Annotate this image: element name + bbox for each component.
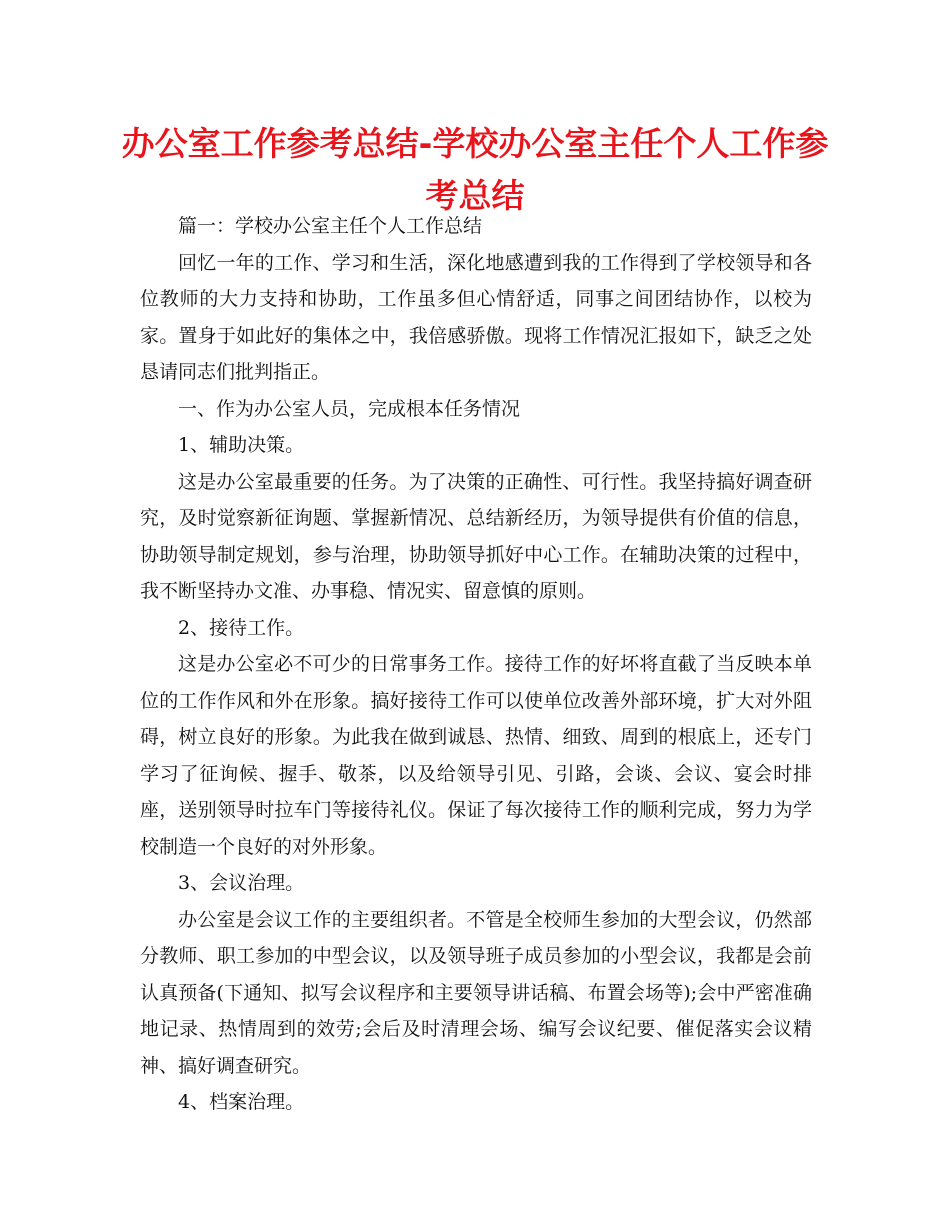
section-heading: 篇一：学校办公室主任个人工作总结	[178, 215, 483, 237]
subsection-heading: 2、接待工作。	[178, 616, 305, 639]
document-title: 办公室工作参考总结-学校办公室主任个人工作参考总结	[121, 124, 829, 215]
section-heading: 一、作为办公室人员，完成根本任务情况	[178, 397, 521, 420]
paragraph: 这是办公室最重要的任务。为了决策的正确性、可行性。我坚持搞好调查研究，及时觉察新征询题、掌握新情况、总结新经历，为领导提供有价值的信息，协助领导制定规划，参与治理，协助领导抓好中心工作。在辅助决策的过程中，我不断坚持办文准、办事稳、情况实、留意慎的原则。	[140, 470, 812, 602]
paragraph: 这是办公室必不可少的日常事务工作。接待工作的好坏将直截了当反映本单位的工作作风和外在形象。搞好接待工作可以使单位改善外部环境，扩大对外阻碍，树立良好的形象。为此我在做到诚恳、热情、细致、周到的根底上，还专门学习了征询候、握手、敬茶，以及给领导引见、引路，会谈、会议、宴会时排座，送别领导时拉车门等接待礼仪。保证了每次接待工作的顺利完成，努力为学校制造一个良好的对外形象。	[140, 653, 812, 858]
subsection-heading: 3、会议治理。	[178, 872, 305, 894]
subsection-heading: 4、档案治理。	[178, 1091, 305, 1113]
document-body	[140, 208, 812, 1121]
paragraph: 回忆一年的工作、学习和生活，深化地感遭到我的工作得到了学校领导和各位教师的大力支持和协助，工作虽多但心情舒适，同事之间团结协作，以校为家。置身于如此好的集体之中，我倍感骄傲。现将工作情况汇报如下，缺乏之处恳请同志们批判指正。	[140, 251, 812, 383]
paragraph: 办公室是会议工作的主要组织者。不管是全校师生参加的大型会议，仍然部分教师、职工参加的中型会议，以及领导班子成员参加的小型会议，我都是会前认真预备(下通知、拟写会议程序和主要领导讲话稿、布置会场等);会中严密准确地记录、热情周到的效劳;会后及时清理会场、编写会议纪要、催促落实会议精神、搞好调查研究。	[140, 908, 812, 1077]
subsection-heading: 1、辅助决策。	[178, 434, 305, 456]
